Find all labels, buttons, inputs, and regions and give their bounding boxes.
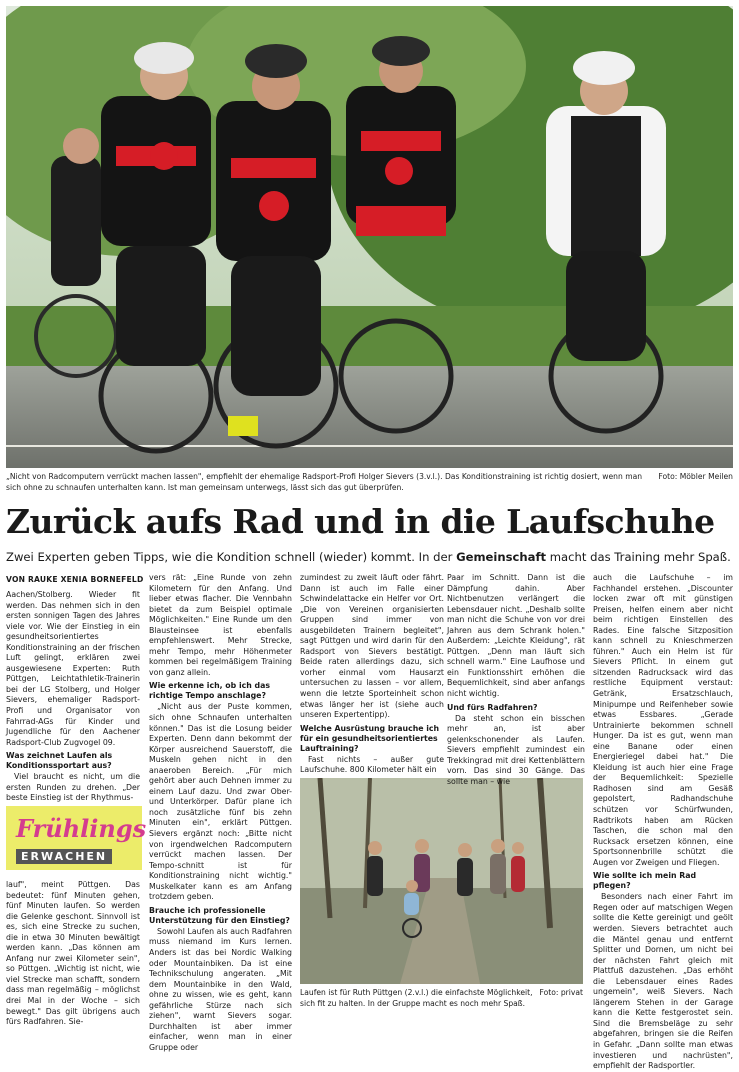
paragraph: Viel braucht es nicht, um die ersten Runden zu drehen. „Der beste Einstieg ist der Rhythmus- (6, 772, 140, 803)
paragraph: lauf", meint Püttgen. Das bedeutet: fünf Minuten gehen, fünf Minuten laufen. So werden die Gelenke geschont. Sinnvoll ist es, sich eine Strecke zu suchen, die in etwa 30 Minuten bewältigt werden kann. „Das können am Anfang nur zwei Kilometer sein", so Püttgen. „Wichtig ist nicht, wie viel Strecke man schafft, sondern dass man regelmäßig – möglichst drei Mal in der Woche – sich bewegt." Das gilt übrigens auch fürs Radfahren. Sie- (6, 880, 140, 1027)
column-2 (149, 573, 292, 1053)
runners-illustration (300, 778, 583, 984)
question-heading: Was zeichnet Laufen als Konditionssportart aus? (6, 751, 113, 771)
logo-line1: Frühlings (16, 814, 147, 843)
subhead-part2: macht das Training mehr Spaß. (546, 550, 731, 564)
subheadline (6, 549, 733, 565)
logo-line2: ERWACHEN (16, 849, 112, 864)
question-heading: Und fürs Radfahren? (447, 702, 538, 712)
cyclist-3 (216, 44, 336, 446)
photo-credit: Foto: Möbler Meilen (658, 472, 733, 481)
column-5 (593, 573, 733, 1072)
headline: Zurück aufs Rad und in die Laufschuhe (6, 502, 715, 541)
subhead-bold: Gemeinschaft (456, 550, 547, 564)
question-heading: Wie sollte ich mein Rad pflegen? (593, 871, 697, 891)
question-heading: Welche Ausrüstung brauche ich für ein gesundheitsorientiertes Lauftraining? (300, 723, 440, 753)
paragraph: Aachen/Stolberg. Wieder fit werden. Das nehmen sich in den ersten sonnigen Tagen des Jahres viele vor. Wie der Einstieg in ein gesundheitsorientiertes Konditionstraining an der frischen Luft gelingt, erklären zwei ausgewiesene Experten: Ruth Püttgen, Leichtathletik-Trainerin bei der LG Stolberg, und Holger Sievers, ehemaliger Radsport-Profi und Organisator von Fahrrad-AGs für Kinder und Jugendliche für den Aachener Radsport-Club Zugvogel 09. (6, 590, 140, 747)
running-photo-credit: Foto: privat (539, 988, 583, 997)
paragraph: „Nicht aus der Puste kommen, sich ohne Schnaufen unterhalten können." Das ist die Losung beider Experten. Denn dann bekommt der Körper ausreichend Sauerstoff, die Muskeln gehen nicht in den anaeroben Bereich. „Für mich gehört aber auch Dehnen immer zu einem Lauf dazu. Und zwar Ober- und Unterkörper. Dafür plane ich noch zusätzliche fünf bis zehn Minuten ein", erklärt Püttgen. Sievers ergänzt noch: „Bitte nicht von irgendwelchen Radcomputern verrückt machen lassen. Der Tempo-schnitt ist für Konditionstraining nicht wichtig." Muskelkater kann es am Anfang trotzdem geben. (149, 702, 292, 902)
column-3 (300, 573, 444, 776)
photo-caption-text: „Nicht von Radcomputern verrückt machen lassen", empfiehlt der ehemalige Radsport-Profi Holger Sievers (3.v.l.). Das Konditionstraining ist richtig dosiert, wenn man sich ohne zu schnaufen unterhalten kann. Ist man gemeinsam unterwegs, lässt sich das gut überprüfen. (6, 472, 643, 492)
running-group-photo (300, 778, 583, 984)
photo-caption (6, 472, 733, 493)
question-heading: Brauche ich professionelle Unterstützung für den Einstieg? (149, 905, 290, 925)
paragraph: auch die Laufschuhe – im Fachhandel erstehen. „Discounter locken zwar oft mit günstigen Preisen, helfen einem aber nicht beim richtigen Einstellen des Rades. Eine falsche Sitzposition kann schnell zu Knieschmerzen führen." Auch ein Helm ist für Sievers Pflicht. In einem gut sitzenden Radrucksack wird das restliche Equipment verstaut: Getränk, Ersatzschlauch, Minipumpe und Reifenheber sowie etwas Essbares. „Gerade Untrainierte bekommen schnell Hunger. Da ist es gut, wenn man eine Banane oder einen Energieriegel dabei hat." Die Kleidung ist auch hier eine Frage der Bequemlichkeit: Spezielle Radhosen sind am Gesäß gepolstert, Radhandschuhe schützen vor Schürfwunden, Radtrikots haben am Rücken Taschen, die schon mal den Rucksack ersetzen können, eine Sportsonnenbrille schützt die Augen vor Zweigen und Fliegen. (593, 573, 733, 867)
fruehlings-erwachen-logo (6, 806, 147, 870)
subhead-part1: Zwei Experten geben Tipps, wie die Kondition schnell (wieder) kommt. In der (6, 550, 457, 564)
question-heading: Wie erkenne ich, ob ich das richtige Tempo anschlage? (149, 681, 270, 701)
paragraph: Paar im Schnitt. Dann ist die Dämpfung dahin. Aber Nichtbenutzen verlängert die Lebensdauer nicht. „Deshalb sollte man nicht die Schuhe von vor drei Jahren aus dem Schrank holen." Außerdem: „Leichte Kleidung", rät Püttgen. „Denn man läuft sich schnell warm." Eine Laufhose und ein Funktionsshirt erhöhen die Bequemlichkeit, sind aber anfangs nicht wichtig. (447, 573, 585, 699)
paragraph: zumindest zu zweit läuft oder fährt. Dann ist auch im Falle einer Schwindelattacke ein Helfer vor Ort. „Die von Vereinen organisierten Gruppen sind immer von ausgebildeten Trainern begleitet", sagt Püttgen und wird darin für den Radsport von Sievers bestätigt. Beide raten allerdings dazu, sich vorher einmal vom Hausarzt untersuchen zu lassen – vor allem, wenn die letzte Sporteinheit schon etwas länger her ist (siehe auch unseren Expertentipp). (300, 573, 444, 720)
paragraph: Besonders nach einer Fahrt im Regen oder auf matschigen Wegen sollte die Kette gereinigt und geölt werden. Sievers betrachtet auch die Mäntel genau und entfernt Splitter und Dornen, um nicht bei der nächsten Fahrt gleich mit Plattfuß dazustehen. „Das erhöht die Lebensdauer eines Rades ungemein", weiß Sievers. Nach längerem Stehen in der Garage kann die Kette festgerostet sein. Sind die Bremsbeläge zu sehr abgefahren, bringen sie die Reifen in Gefahr. „Dann sollte man etwas investieren und nachrüsten", empfiehlt der Radsportler. (593, 892, 733, 1071)
running-photo-caption-text: Laufen ist für Ruth Püttgen (2.v.l.) die einfachste Möglichkeit, sich fit zu halten. In der Gruppe macht es noch mehr Spaß. (300, 988, 533, 1008)
column-1 (6, 590, 140, 804)
cyclists-illustration (6, 6, 733, 468)
paragraph: Fast nichts – außer gute Laufschuhe. 800 Kilometer hält ein (300, 754, 444, 775)
column-4 (447, 573, 585, 787)
column-1-continued (6, 880, 140, 1028)
running-photo-caption (300, 988, 583, 1009)
author-byline: VON RAUKE XENIA BORNEFELD (6, 575, 144, 584)
paragraph: Sowohl Laufen als auch Radfahren muss niemand im Kurs lernen. Anders ist das bei Nordic Walking oder Mountainbiken. Da ist eine Technikschulung angeraten. „Mit dem Mountainbike in den Wald, ohne zu wissen, wie es geht, kann gefährliche Stürze nach sich ziehen", warnt Sievers sogar. Durchhalten ist aber immer einfacher, wenn man in einer Gruppe oder (149, 926, 292, 1052)
main-photo-cyclists (6, 6, 733, 468)
paragraph: Da steht schon ein bisschen mehr an, ist aber gelenkschonender als Laufen. Sievers empfiehlt zumindest ein Trekkingrad mit drei Kettenblättern vorn. Das sind 30 Gänge. Das sollte man – wie (447, 713, 585, 786)
paragraph: vers rät: „Eine Runde von zehn Kilometern für den Anfang. Und lieber etwas flacher. Die Vennbahn bietet da zum Beispiel optimale Möglichkeiten." Eine Runde um den Blausteinsee ist ebenfalls empfehlenswert. Mehr Strecke, mehr Tempo, mehr Höhenmeter kommen bei regelmäßigem Training von ganz allein. (149, 573, 292, 677)
